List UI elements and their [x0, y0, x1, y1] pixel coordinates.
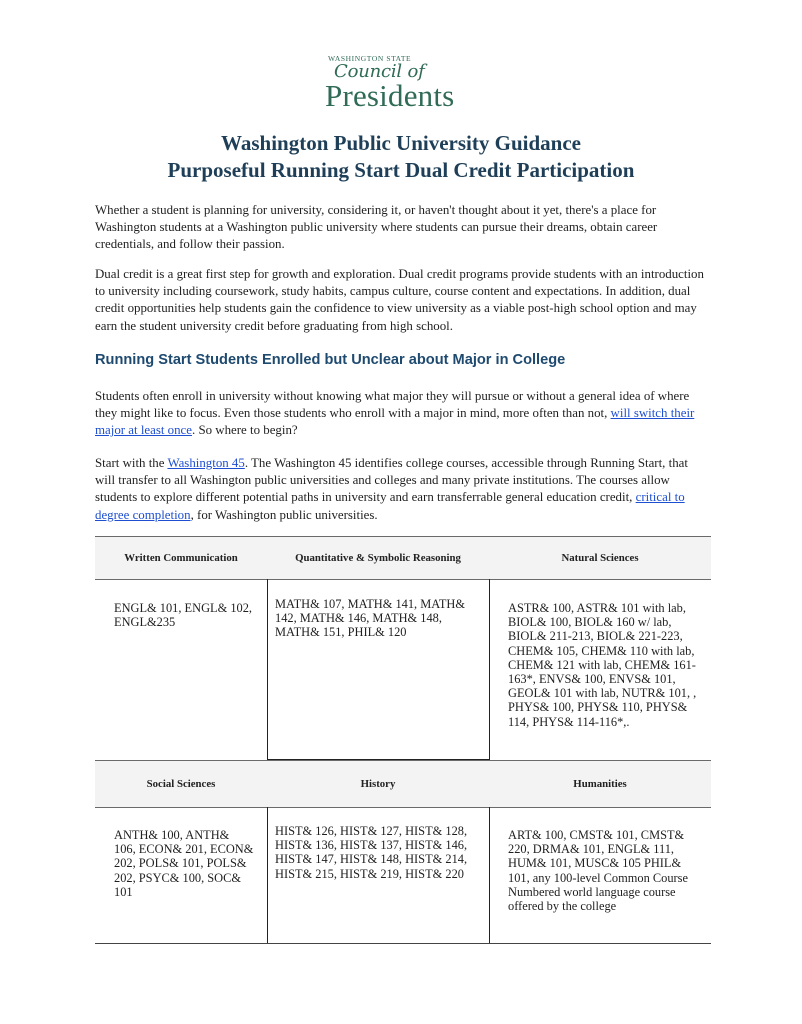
p3-text-b: . So where to begin?	[192, 423, 298, 438]
history-courses: HIST& 126, HIST& 127, HIST& 128, HIST& 136, HIST& 137, HIST& 146, HIST& 147, HIST& 148, HIST& 214, HIST& 215, HIST& 219, HIST& 220	[275, 824, 468, 881]
document-title	[0, 130, 802, 184]
p4-text-b: . The Washington 45 identifies college courses, accessible through Running Start, that will transfer to all Washington public universities and colleges and many private institutions. The courses allow students to explore different potential paths in university and earn transferrable general education credit,	[95, 456, 688, 505]
header-social-sciences: Social Sciences	[146, 778, 216, 790]
table-header-row-1	[95, 536, 711, 580]
table-bottom-border	[95, 943, 711, 944]
header-humanities: Humanities	[573, 778, 627, 790]
washington-45-link[interactable]: Washington 45	[167, 456, 245, 470]
intro-paragraph-2: Dual credit is a great first step for growth and exploration. Dual credit programs provide students with an introduction to university including coursework, study habits, campus culture, course content and expectations. In addition, dual credit opportunities help students gain the confidence to view university as a viable post-high school option and may earn the student university credit before graduating from high school.	[95, 267, 704, 333]
degree-completion-link[interactable]: critical to degree completion	[95, 490, 685, 522]
header-natural-sciences: Natural Sciences	[561, 552, 639, 564]
p4-text-c: , for Washington public universities.	[190, 507, 378, 522]
title-line-2: Purposeful Running Start Dual Credit Participation	[167, 158, 635, 182]
switch-major-link[interactable]: will switch their major at least once	[95, 406, 695, 438]
header-quantitative-reasoning: Quantitative & Symbolic Reasoning	[295, 552, 461, 564]
social-sciences-courses: ANTH& 100, ANTH& 106, ECON& 201, ECON& 202, POLS& 101, POLS& 202, PSYC& 100, SOC& 101	[114, 828, 254, 899]
natural-sciences-courses: ASTR& 100, ASTR& 101 with lab, BIOL& 100, BIOL& 160 w/ lab, BIOL& 211-213, BIOL& 221-223, CHEM& 105, CHEM& 110 with lab, CHEM& 121 with lab, CHEM& 161-163*, ENVS& 100, ENVS& 101, GEOL& 101 with lab, NUTR& 101, , PHYS& 100, PHYS& 110, PHYS& 114, PHYS& 114-116*,.	[508, 601, 697, 729]
header-written-communication: Written Communication	[124, 552, 238, 564]
section-heading: Running Start Students Enrolled but Unclear about Major in College	[95, 352, 566, 368]
p4-text-a: Start with the	[95, 456, 168, 470]
title-line-1: Washington Public University Guidance	[221, 131, 581, 155]
logo-presidents-text: Presidents	[325, 78, 455, 113]
written-communication-courses: ENGL& 101, ENGL& 102, ENGL&235	[114, 601, 253, 630]
intro-paragraph-1: Whether a student is planning for university, considering it, or haven't thought about it yet, there's a place for Washington students at a Washington public university where students can pursue their dreams, obtain career credentials, and follow their passion.	[95, 203, 658, 252]
council-of-presidents-logo	[325, 54, 485, 111]
humanities-courses: ART& 100, CMST& 101, CMST& 220, DRMA& 101, ENGL& 111, HUM& 101, MUSC& 105 PHIL& 101, any 100-level Common Course Numbered world language course offered by the college	[508, 828, 688, 914]
p3-text-a: Students often enroll in university without knowing what major they will pursue or without a general idea of where they might like to focus. Even those students who enroll with a major in mind, more often than not,	[95, 389, 690, 421]
header-history: History	[360, 778, 396, 790]
quantitative-reasoning-courses: MATH& 107, MATH& 141, MATH& 142, MATH& 146, MATH& 148, MATH& 151, PHIL& 120	[275, 597, 465, 640]
logo-council-text: Council of	[334, 61, 425, 82]
table-header-row-2	[95, 760, 711, 808]
section-paragraph-1	[95, 388, 709, 440]
section-paragraph-2	[95, 455, 709, 524]
logo-state-text: WASHINGTON STATE	[328, 54, 412, 63]
